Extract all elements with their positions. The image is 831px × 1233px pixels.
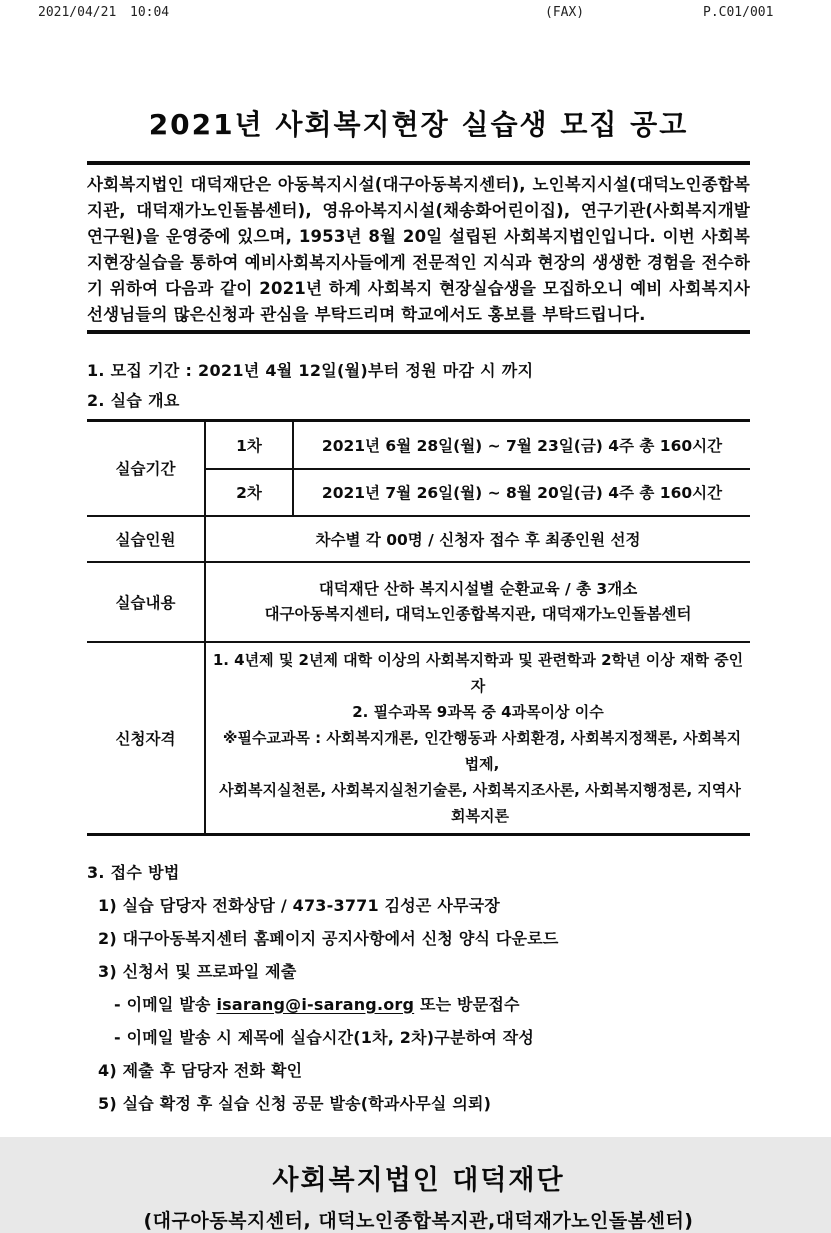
fax-page-counter: P.C01/001 [703,5,774,20]
email-link[interactable]: isarang@i-sarang.org [216,994,415,1014]
practicum-period-label: 실습기간 [87,421,205,516]
intro-top-rule [87,161,750,165]
document-content [87,0,750,1233]
headcount-label: 실습인원 [87,516,205,562]
apply-steps-list [87,893,750,1114]
round-2-label: 2차 [205,469,293,516]
footer-organization-name: 사회복지법인 대덕재단 [272,1164,565,1196]
apply-step-3-sub-1 [87,992,750,1015]
apply-step-5: 5) 실습 확정 후 실습 신청 공문 발송(학과사무실 의뢰) [98,1093,492,1113]
qualification-line-3: ※필수교과목 : 사회복지개론, 인간행동과 사회환경, 사회복지정책론, 사회복지법제, [222,728,742,773]
intro-bottom-rule [87,330,750,334]
table-row [87,516,750,562]
round-2-period: 2021년 7월 26일(월) ~ 8월 20일(금) 4주 총 160시간 [293,469,750,516]
qualification-line-4: 사회복지실천론, 사회복지실천기술론, 사회복지조사론, 사회복지행정론, 지역사회복지론 [219,780,741,825]
table-row [87,421,750,469]
page-title: 2021년 사회복지현장 실습생 모집 공고 [148,108,689,141]
section-overview-heading: 2. 실습 개요 [87,391,180,410]
qualification-label: 신청자격 [87,642,205,835]
round-1-period: 2021년 6월 28일(월) ~ 7월 23일(금) 4주 총 160시간 [293,421,750,469]
content-label: 실습내용 [87,562,205,642]
qualification-line-2: 2. 필수과목 9과목 중 4과목이상 이수 [352,702,604,721]
intro-paragraph: 사회복지법인 대덕재단은 아동복지시설(대구아동복지센터), 노인복지시설(대덕노인종합복지관, 대덕재가노인돌봄센터), 영유아복지시설(채송화어린이집), 연구기관(사회복지개발연구원)을 운영중에 있으며, 1953년 8월 20일 설립된 사회복지법인입니다. 이번 사회복지현장실습을 통하여 예비사회복지사들에게 전문적인 지식과 현장의 생생한 경험을 전수하기 위하여 다음과 같이 2021년 하계 사회복지 현장실습생을 모집하오니 예비 사회복지사 선생님들의 많은신청과 관심을 부탁드리며 학교에서도 홍보를 부탁드립니다. [87,175,750,324]
apply-step-1: 1) 실습 담당자 전화상담 / 473-3771 김성곤 사무국장 [98,895,500,915]
headcount-value: 차수별 각 00명 / 신청자 접수 후 최종인원 선정 [205,516,750,562]
apply-step-2: 2) 대구아동복지센터 홈페이지 공지사항에서 신청 양식 다운로드 [98,928,559,948]
footer-organization-branches: (대구아동복지센터, 대덕노인종합복지관,대덕재가노인돌봄센터) [143,1209,694,1232]
table-row [87,562,750,642]
section-recruit-period-heading: 1. 모집 기간 : 2021년 4월 12일(월)부터 정원 마감 시 까지 [87,361,534,380]
apply-step-3: 3) 신청서 및 프로파일 제출 [98,961,297,981]
apply-step-3-sub-2: - 이메일 발송 시 제목에 실습시간(1차, 2차)구분하여 작성 [114,1027,534,1047]
qualification-value [205,642,750,835]
practicum-overview-table [87,419,750,836]
fax-date: 2021/04/21 [38,5,117,20]
content-line-2: 대구아동복지센터, 대덕노인종합복지관, 대덕재가노인돌봄센터 [264,604,692,623]
round-1-label: 1차 [205,421,293,469]
content-line-1: 대덕재단 산하 복지시설별 순환교육 / 총 3개소 [318,579,638,598]
qualification-line-1: 1. 4년제 및 2년제 대학 이상의 사회복지학과 및 관련학과 2학년 이상 재학 중인 자 [212,650,744,695]
apply-step-4: 4) 제출 후 담당자 전화 확인 [98,1060,303,1080]
email-line-suffix: 또는 방문접수 [414,994,520,1014]
email-line-prefix: - 이메일 발송 [114,994,217,1014]
table-row [87,642,750,835]
content-value [205,562,750,642]
section-apply-heading: 3. 접수 방법 [87,862,180,882]
fax-time: 10:04 [130,5,170,20]
fax-label: (FAX) [545,5,585,20]
